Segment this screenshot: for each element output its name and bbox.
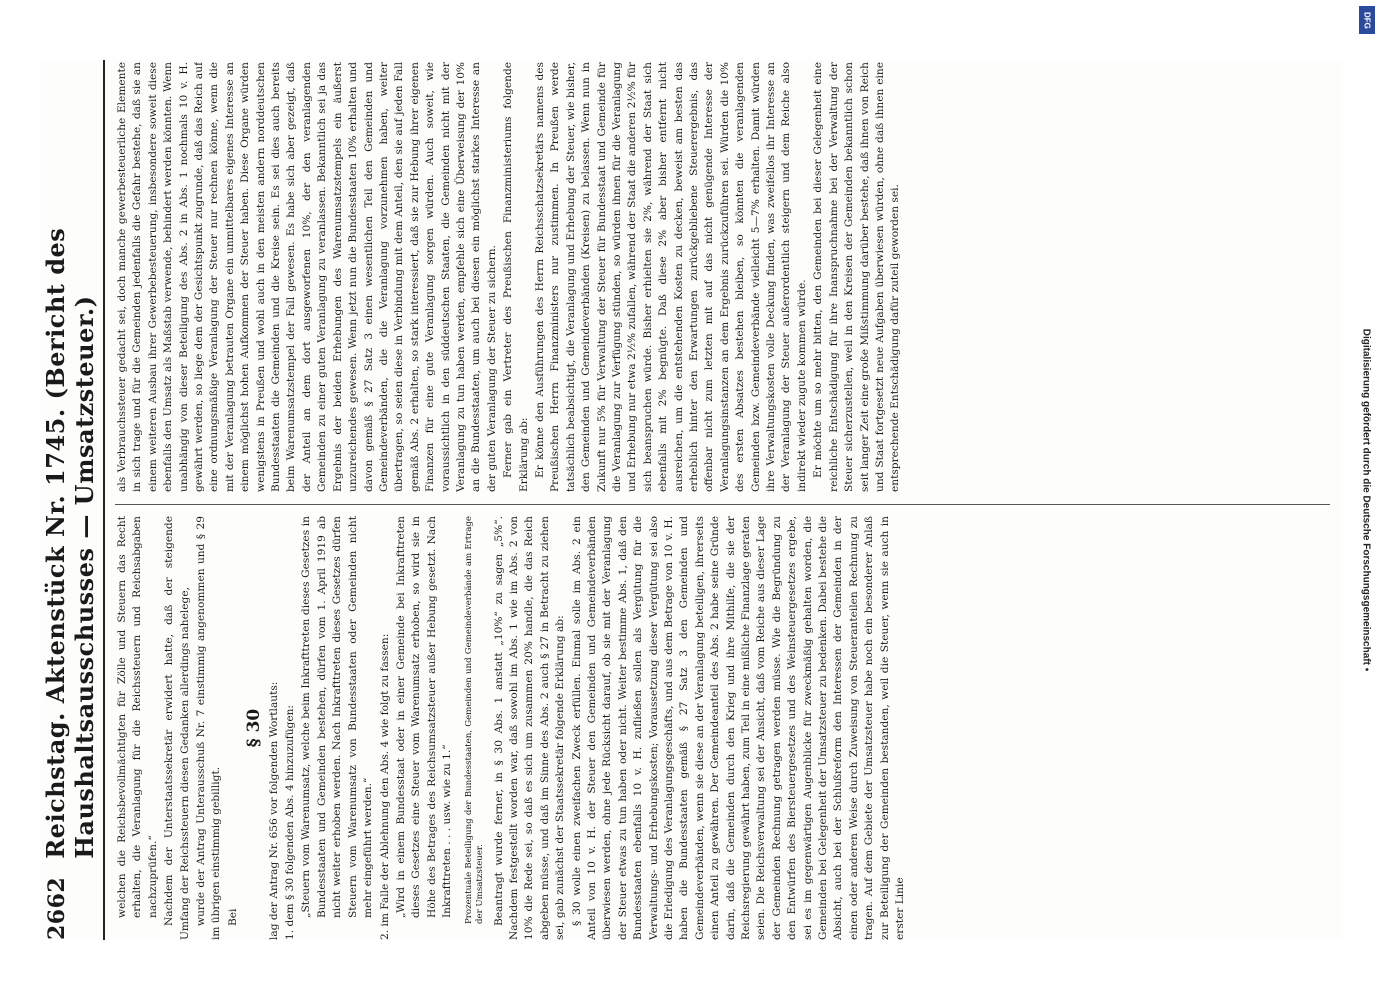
paragraph: wurde der Antrag Unterausschuß Nr. 7 einstimmig angenommen und § 29 im übrigen einstimmig gebilligt. (195, 516, 223, 940)
column-divider (115, 504, 1330, 505)
digitization-note-text: Digitalisierung gefördert durch die Deutsche Forschungsgemeinschaft • (1360, 328, 1372, 672)
paragraph: Er könne den Ausführungen des Herrn Reichsschatzsekretärs namens des Preußischen Herrn Finanzministers nur zustimmen. In Preußen werde tatsächlich beabsichtigt, die Veranlagung und Erhebung der Steuer, wie bisher, den Gemeinden und Gemeindeverbänden (Kreisen) zu belassen. Wenn nun in Zukunft nur 5% für Verwaltung der Steuer für Bundesstaat und Gemeinde für die Veranlagung zur Verfügung stünden, so würden ihnen für die Veranlagung und Erhebung nur etwa 2½% zufallen, während der Staat die anderen 2½% für sich beanspruchen würde. Bisher erhielten sie 2%, während der Staat sich ebenfalls mit 2% begnügte. Daß diese 2% aber bisher entfernt nicht ausreichen, um die entstehenden Kosten zu decken, beweist am besten das erheblich hinter den Erwartungen zurückgebliebene Steuerergebnis, das offenbar nicht zum letzten mit auf das nicht genügende Interesse der Veranlagungsinstanzen an dem Ergebnis zurückzuführen sei. Würden die 10% des ersten Absatzes bestehen bleiben, so könnten die veranlagenden Gemeinden bzw. Gemeindeverbände vielleicht 5—7% erhalten. Damit würden ihre Verwaltungskosten volle Deckung finden, was zweifellos ihr Interesse an der Veranlagung der Steuer außerordentlich steigern und dem Reiche also indirekt wieder zugute kommen würde. (533, 62, 808, 492)
paragraph: Bei (226, 908, 239, 926)
page-title: Reichstag. Aktenstück Nr. 1745. (Bericht des Haushaltsausschusses — Umsatzsteuer.) (41, 227, 99, 859)
right-column (115, 62, 1330, 492)
dfg-logo: DFG (1359, 6, 1375, 34)
header-rule (103, 60, 105, 940)
quoted-text: „Steuern vom Warenumsatz, welche beim Inkrafttreten dieses Gesetzes in Bundesstaaten und Gemeinden bestehen, dürfen vom 1. April 1919 ab nicht weiter erhoben werden. Nach Inkrafttreten dieses Gesetzes dürfen Steuern vom Warenumsatz von Bundesstaaten oder Gemeinden nicht mehr eingeführt werden.“ (300, 516, 375, 918)
paragraph: welchen die Reichsbevollmächtigten für Zölle und Steuern das Recht erhalten, die Veranlagung für die Reichssteuern und Reichsabgaben nachzuprüfen.“ (116, 516, 159, 918)
page-header (41, 60, 99, 940)
list-item: 2. im Falle der Ablehnung den Abs. 4 wie folgt zu fassen: (378, 633, 391, 940)
document-page (41, 60, 1341, 940)
quoted-text: „Wird in einem Bundesstaat oder in einer Gemeinde bei Inkrafttreten dieses Gesetzes eine Steuer vom Warenumsatz erhoben, so wird sie in Höhe des Betrages des Reichsumsatzsteuer außer Hebung gesetzt. Nach Inkrafttreten . . . usw. wie zu 1.“ (394, 516, 454, 918)
paragraph: als Verbrauchssteuer gedacht sei, doch manche gewerbesteuerliche Elemente in sich trage und für die Gemeinden jedenfalls die Gefahr bestehe, daß sie an einem weiteren Ausbau ihrer Gewerbebesteuerung, insbesondere soweit diese ebenfalls den Umsatz als Maßstab verwende, behindert werden könnten. Wenn unabhängig von dieser Beteiligung des Abs. 2 in Abs. 1 nochmals 10 v. H. gewährt werden, so liege dem der Gesichtspunkt zugrunde, daß das Reich auf eine ordnungsmäßige Veranlagung der Steuer nur rechnen könne, wenn die mit der Veranlagung betrauten Organe ein unmittelbares eigenes Interesse an einem möglichst hohen Aufkommen der Steuer haben. Diese Organe würden wenigstens in Preußen und wohl auch in den meisten andern norddeutschen Bundesstaaten die Gemeinden und die Kreise sein. Es sei dies auch bereits beim Warenumsatzstempel der Fall gewesen. Es habe sich aber gezeigt, daß der Anteil an dem dort ausgeworfenen 10%, der den veranlagenden Gemeinden zu einer guten Veranlagung zu veranlassen. Bekanntlich sei ja das Ergebnis der beiden Erhebungen des Warenumsatzstempels ein äußerst unzureichendes gewesen. Wenn jetzt nun die Bundesstaaten 10% erhalten und davon gemäß § 27 Satz 3 einen wesentlichen Teil den Gemeinden und Gemeindeverbänden, die die Veranlagung vorzunehmen haben, weiter übertragen, so seien diese in Verbindung mit dem Anteil, den sie auf jeden Fall gemäß Abs. 2 erhalten, so stark interessiert, daß sie zur Hebung ihrer eigenen Finanzen für eine gute Veranlagung sorgen würden. Auch soweit, wie voraussichtlich in den süddeutschen Staaten, die Gemeinden nicht mit der Veranlagung zu tun haben werden, empfehle sich eine Überweisung der 10% an die Bundesstaaten, um auch bei diesen ein möglichst starkes Interesse an der guten Veranlagung der Steuer zu sichern. (116, 62, 498, 492)
subheading: Prozentuale Beteiligung der Bundesstaaten, Gemeinden und Gemeindeverbände am Ertrage der Umsatzsteuer. (463, 516, 485, 924)
page-number: 2662 (44, 876, 70, 940)
paragraph: lag der Antrag Nr. 656 vor folgenden Wortlauts: (267, 681, 280, 940)
digitization-note (1355, 6, 1377, 994)
paragraph: § 30 wolle einen zweifachen Zweck erfüllen. Einmal solle im Abs. 2 ein Anteil von 10 v. H. der Steuer den Gemeinden und Gemeindeverbänden überwiesen werden, ohne jede Rücksicht darauf, ob sie mit der Veranlagung der Steuer etwas zu tun haben oder nicht. Weiter bestimme Abs. 1, daß den Bundesstaaten ebenfalls 10 v. H. zufließen sollen als Vergütung für die Verwaltungs- und Erhebungskosten; Voraussetzung dieser Vergütung sei also die Erledigung des Veranlagungsgeschäfts, und aus dem Betrage von 10 v. H. haben die Bundesstaaten gemäß § 27 Satz 3 den Gemeinden und Gemeindeverbänden, wenn sie diese an der Veranlagung beteiligen, ihrerseits einen Anteil zu gewähren. Der Gemeindeanteil des Abs. 2 habe seine Gründe darin, daß die Gemeinden durch den Krieg und ihre Mithilfe, die sie der Reichsregierung gewährt haben, zum Teil in eine mißliche Finanzlage geraten seien. Die Reichsverwaltung sei der Ansicht, daß vom Reiche aus dieser Lage der Gemeinden Rechnung getragen werden müsse. Wie die Begründung zu den Entwürfen des Biersteuergesetzes und des Weinsteuergesetzes ergebe, sei es im gegenwärtigen Augenblicke für zweckmäßig gehalten worden, die Gemeinden bei Gelegenheit der Umsatzsteuer zu bedenken. Dabei bestehe die Absicht, auch bei der Schlußreform den Interessen der Gemeinden in der einen oder anderen Weise durch Zuweisung von Steueranteilen Rechnung zu tragen. Auf dem Gebiete der Umsatzsteuer habe noch ein besonderer Anlaß zur Beteiligung der Gemeinden bestanden, weil die Steuer, wenn sie auch in erster Linie (570, 516, 907, 940)
paragraph: Ferner gab ein Vertreter des Preußischen Finanzministeriums folgende Erklärung ab: (502, 62, 530, 492)
section-heading: § 30 (244, 708, 265, 748)
paragraph: Beantragt wurde ferner, in § 30 Abs. 1 anstatt „10%“ zu sagen „5%“. Nachdem festgestellt worden war, daß sowohl im Abs. 1 wie im Abs. 2 von 10% die Rede sei, so daß es sich um zusammen 20% handle, die das Reich abgeben müsse, und daß im Sinne des Abs. 2 auch § 27 in Betracht zu ziehen sei, gab zunächst der Staatssekretär folgende Erklärung ab: (492, 516, 567, 940)
paragraph: Nachdem der Unterstaatssekretär erwidert hatte, daß der steigende Umfang der Reichssteuern diesen Gedanken allerdings nahelege, (163, 516, 191, 940)
list-item: 1. dem § 30 folgenden Abs. 4 hinzuzufügen: (284, 705, 297, 940)
left-column (115, 516, 1330, 940)
paragraph: Er möchte um so mehr bitten, den Gemeinden bei dieser Gelegenheit eine reichliche Entschädigung für ihre Inanspruchnahme bei der Verwaltung der Steuer sicherzustellen, weil in den Kreisen der Gemeinden bekanntlich schon seit langer Zeit eine große Mißstimmung darüber bestehe, daß ihnen von Reich und Staat fortgesetzt neue Aufgaben überwiesen würden, ohne daß ihnen eine entsprechende Entschädigung dafür zuteil geworden sei. (812, 62, 902, 492)
